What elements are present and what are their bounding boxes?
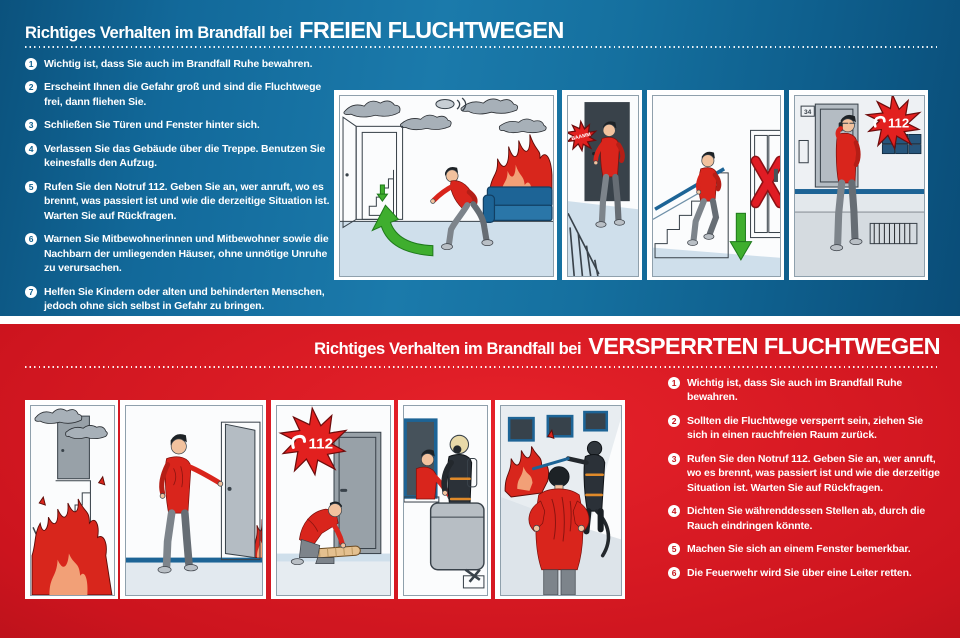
- instruction-text: Rufen Sie den Notruf 112. Geben Sie an, wer anruft, wo es brennt, was passiert ist und wie die derzeitige Situation ist. Warten Sie auf Rückfragen.: [44, 180, 330, 222]
- scene-seal-door: [277, 406, 390, 595]
- scene-stairs-elevator: [653, 96, 780, 276]
- section-divider: [0, 316, 960, 324]
- instruction-text: Wichtig ist, dass Sie auch im Brandfall Ruhe bewahren.: [44, 58, 313, 70]
- instruction-text: Wichtig ist, dass Sie auch im Brandfall Ruhe bewahren.: [687, 377, 903, 404]
- instruction-item: [668, 542, 946, 556]
- instruction-item: [25, 80, 333, 109]
- panel-window-rescue: [398, 400, 491, 599]
- instruction-text: Sollten die Fluchtwege versperrt sein, ziehen Sie sich in einen rauchfreien Raum zurück.: [687, 414, 923, 442]
- instruction-number-badge: 4: [668, 505, 680, 517]
- scene-call-112: [795, 96, 924, 276]
- house-number: 34: [804, 109, 812, 117]
- panel-flee-burning-room: [334, 90, 557, 280]
- top-instruction-list: [25, 57, 333, 323]
- instruction-item: [668, 414, 946, 443]
- bottom-title-prefix: Richtiges Verhalten im Brandfall bei: [314, 340, 582, 358]
- instruction-item: [668, 566, 946, 580]
- instruction-number-badge: 2: [25, 81, 37, 93]
- instruction-text: Rufen Sie den Notruf 112. Geben Sie an, wer anruft, wo es brennt, was passiert ist und wie die derzeitige Situation ist. Warten Sie auf Rückfragen.: [687, 452, 940, 494]
- scene-burning-stairwell: [31, 406, 114, 595]
- instruction-number-badge: 7: [25, 286, 37, 298]
- door-slam-text: BAAMM: [570, 131, 592, 143]
- instruction-text: Helfen Sie Kindern oder alten und behinderten Menschen, jedoch ohne sich selbst in Gefahr zu bringen.: [44, 285, 325, 313]
- instruction-number-badge: 6: [25, 233, 37, 245]
- bottom-title-emphasis: VERSPERRTEN FLUCHTWEGEN: [588, 333, 940, 359]
- instruction-text: Dichten Sie währenddessen Stellen ab, durch die Rauch eindringen könnte.: [687, 505, 926, 532]
- scene-extinguishing: [501, 406, 621, 595]
- panel-use-stairs-not-elevator: [647, 90, 784, 280]
- top-dotted-rule: [25, 46, 938, 48]
- instruction-text: Machen Sie sich an einem Fenster bemerkbar.: [687, 543, 911, 556]
- instruction-item: [668, 452, 946, 495]
- section-blocked-escape-routes: [0, 324, 960, 638]
- instruction-text: Die Feuerwehr wird Sie über eine Leiter retten.: [687, 566, 912, 579]
- scene-close-door: [568, 96, 638, 276]
- panel-burning-stairwell: [25, 400, 118, 599]
- panel-close-door: [562, 90, 642, 280]
- instruction-number-badge: 1: [25, 58, 37, 70]
- instruction-text: Warnen Sie Mitbewohnerinnen und Mitbewohner sowie die Nachbarn der umliegenden Häuser, ohne unnötige Unruhe zu verursachen.: [44, 233, 329, 275]
- panel-firefighters-extinguish: [495, 400, 625, 599]
- instruction-number-badge: 2: [668, 415, 680, 427]
- scene-retreat-room: [126, 406, 262, 595]
- instruction-number-badge: 3: [25, 119, 37, 131]
- panel-call-112-outside: [789, 90, 928, 280]
- instruction-item: [25, 285, 333, 314]
- instruction-number-badge: 5: [668, 543, 680, 555]
- instruction-item: [25, 142, 333, 171]
- instruction-number-badge: 4: [25, 143, 37, 155]
- bottom-instruction-list: [668, 376, 946, 589]
- section-free-escape-routes: [0, 0, 960, 316]
- bottom-title: [314, 333, 940, 360]
- door: [221, 422, 260, 559]
- instruction-item: [25, 180, 333, 223]
- instruction-item: [25, 118, 333, 132]
- instruction-item: [25, 57, 333, 71]
- instruction-text: Schließen Sie Türen und Fenster hinter sich.: [44, 119, 260, 132]
- top-title-emphasis: FREIEN FLUCHTWEGEN: [299, 17, 564, 43]
- top-title: [25, 17, 564, 44]
- panel-retreat-close-door: [120, 400, 266, 599]
- panel-seal-door: [271, 400, 394, 599]
- scene-window-rescue: [404, 406, 487, 595]
- instruction-item: [25, 232, 333, 275]
- instruction-number-badge: 5: [25, 181, 37, 193]
- instruction-text: Erscheint Ihnen die Gefahr groß und sind die Fluchtwege frei, dann fliehen Sie.: [44, 81, 322, 108]
- emergency-number-text: 112: [887, 115, 910, 131]
- instruction-item: [668, 376, 946, 405]
- scene-burning-room: [340, 96, 553, 276]
- instruction-number-badge: 1: [668, 377, 680, 389]
- instruction-number-badge: 6: [668, 567, 680, 579]
- instruction-item: [668, 504, 946, 533]
- bottom-dotted-rule: [25, 366, 940, 368]
- instruction-text: Verlassen Sie das Gebäude über die Treppe. Benutzen Sie keinesfalls den Aufzug.: [44, 142, 326, 170]
- top-title-prefix: Richtiges Verhalten im Brandfall bei: [25, 24, 293, 42]
- emergency-number-text: 112: [308, 435, 334, 453]
- instruction-number-badge: 3: [668, 453, 680, 465]
